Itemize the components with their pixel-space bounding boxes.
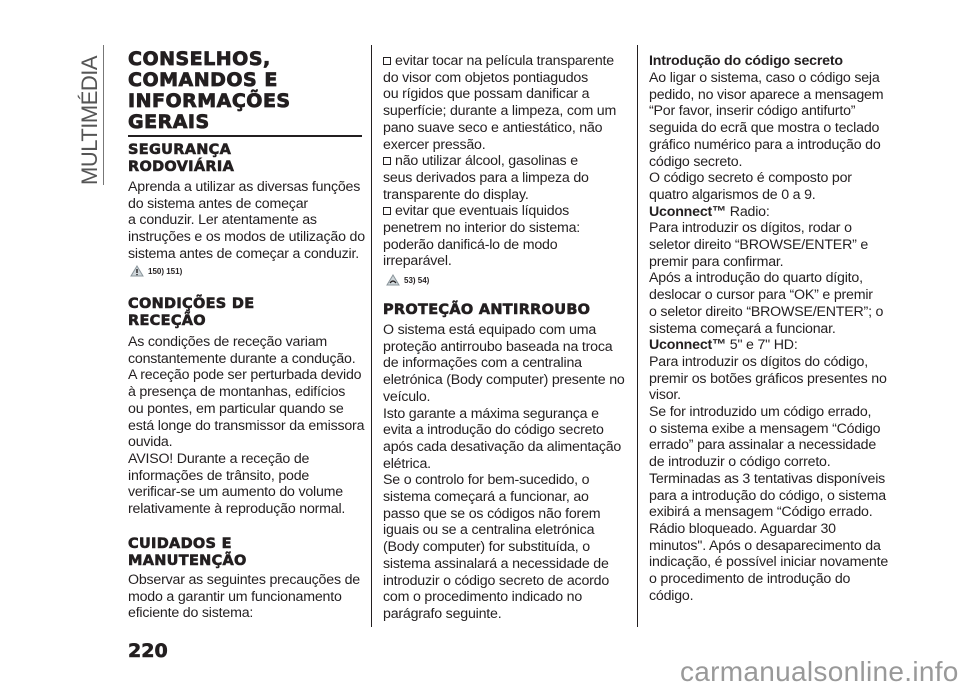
checkbox-bullet-icon — [383, 157, 391, 165]
column-divider — [637, 45, 638, 627]
paragraph-antirroubo: O sistema está equipado com uma proteção antirroubo baseada na troca de informações com a centralina eletrónica (Body computer) presente no veículo. Isto garante a máxima segurança e evita a introdução do código secreto após cada desativação da alimentação elétrica. Se o controlo for bem-sucedido, o sistema começará a funcionar, ao passo que se os códigos não forem iguais ou se a centralina eletrónica (Body computer) for substituída, o sistema assinalará a necessidade de introduzir o código secreto de acordo com o procedimento indicado no parágrafo seguinte. — [383, 322, 625, 622]
list-item: evitar tocar na película transparente do visor com objetos pontiagudos ou rígidos que possam danificar a superfície; durante a limpeza, com um pano suave seco e antiestático, não exercer pressão. — [383, 53, 617, 153]
checkbox-bullet-icon — [383, 207, 391, 215]
warning-refs: 150) 151) — [148, 266, 183, 276]
paragraph-rececao: As condições de receção variam constantemente durante a condução. A receção pode ser perturbada devido à presença de montanhas, edifícios ou pontes, em particular quando se está longe do transmissor da emissora ouvida. AVISO! Durante a receção de informações de trânsito, pode verificar-se um aumento do volume relativamente à reprodução normal. — [128, 334, 365, 518]
caution-note-icon — [386, 274, 400, 286]
warning-triangle-icon — [130, 265, 144, 277]
note-refs: 53) 54) — [404, 275, 430, 285]
radio-label: Uconnect™ — [649, 203, 727, 220]
list-item: não utilizar álcool, gasolinas e seus derivados para a limpeza do transparente do display. — [383, 153, 589, 203]
list-item: evitar que eventuais líquidos penetrem no interior do sistema: poderão danificá-lo de modo irreparável. — [383, 203, 581, 270]
heading-antirroubo: PROTEÇÃO ANTIRROUBO — [383, 302, 591, 318]
note-reference — [386, 274, 429, 286]
paragraph-cuidados: Observar as seguintes precauções de modo a garantir um funcionamento eficiente do sistema: — [128, 572, 360, 622]
heading-rececao: CONDIÇÕES DE RECEÇÃO — [128, 296, 255, 329]
heading-codigo-secreto: Introdução do código secreto — [649, 53, 843, 69]
warning-reference — [130, 265, 182, 277]
paragraph-radio: Para introduzir os dígitos, rodar o seletor direito “BROWSE/ENTER” e premir para confirmar. Após a introdução do quarto dígito, deslocar o cursor para “OK” e premir o seletor direito “BROWSE/ENTER”; o sistema começará a funcionar. — [649, 220, 884, 337]
paragraph-hd: Para introduzir os dígitos do código, premir os botões gráficos presentes no visor. Se for introduzido um código errado, o sistema exibe a mensagem “Código errado” para assinalar a necessidade de introduzir o código correto. Terminadas as 3 tentativas disponíveis para a introdução do código, o sistema exibirá a mensagem “Código errado. Rádio bloqueado. Aguardar 30 minutos''. Após o desaparecimento da indicação, é possível iniciar novamente o procedimento de introdução do código. — [649, 353, 889, 604]
page-title: CONSELHOS, COMANDOS E INFORMAÇÕES GERAIS — [128, 48, 291, 133]
section-tab-label: MULTIMÉDIA — [77, 55, 102, 185]
paragraph-codigo-intro: Ao ligar o sistema, caso o código seja pedido, no visor aparece a mensagem “Por favor, inserir código antifurto” seguida do ecrã que mostra o teclado gráfico numérico para a introdução do código secreto. O código secreto é composto por quatro algarismos de 0 a 9. — [649, 70, 884, 203]
section-tab — [78, 45, 102, 185]
checkbox-bullet-icon — [383, 57, 391, 65]
care-bullet-list — [383, 53, 616, 270]
heading-cuidados: CUIDADOS E MANUTENÇÃO — [128, 536, 247, 569]
section-tab-rule — [103, 45, 104, 185]
hd-label: Uconnect™ — [649, 337, 727, 354]
watermark: carmanualsonline.info — [680, 656, 959, 687]
heading-seguranca: SEGURANÇA RODOVIÁRIA — [128, 142, 235, 175]
column-divider — [371, 45, 372, 627]
page-number: 220 — [128, 640, 168, 662]
codigo-text: Ao ligar o sistema, caso o código seja pedido, no visor aparece a mensagem “Por favor, inserir código antifurto” seguida do ecrã que mostra o teclado gráfico numérico para a introdução do código secreto. O código secreto é composto por quatro algarismos de 0 a 9. Uconnect™ Radio: Para introduzir os dígitos, rodar o seletor direito “BROWSE/ENTER” e premir para confirmar. Após a introdução do quarto dígito, deslocar o cursor para “OK” e premir o seletor direito “BROWSE/ENTER”; o sistema começará a funcionar. Uconnect™ 5" e 7" HD: Para introduzir os dígitos do código, premir os botões gráficos presentes no visor. Se for introduzido um código errado, o sistema exibe a mensagem “Código errado” para assinalar a necessidade de introduzir o código correto. Terminadas as 3 tentativas disponíveis para a introdução do código, o sistema exibirá a mensagem “Código errado. Rádio bloqueado. Aguardar 30 minutos''. Após o desaparecimento da indicação, é possível iniciar novamente o procedimento de introdução do código. — [649, 70, 889, 604]
paragraph-seguranca: Aprenda a utilizar as diversas funções do sistema antes de começar a conduzir. Ler atentamente as instruções e os modos de utilização do sistema antes de começar a conduzir. — [128, 179, 365, 262]
title-rule — [128, 135, 362, 137]
